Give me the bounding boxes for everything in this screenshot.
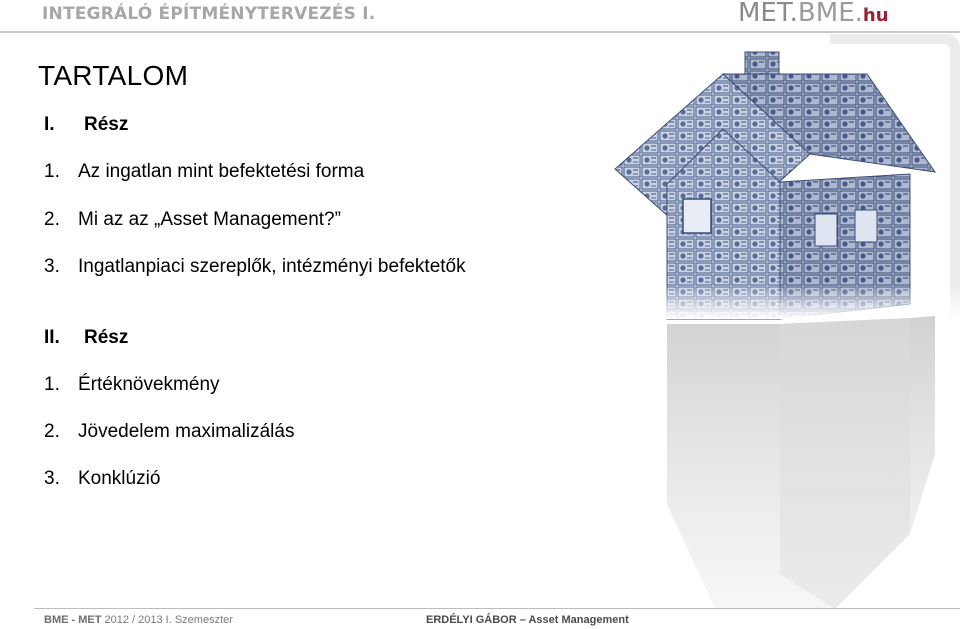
footer-author: ERDÉLYI GÁBOR – Asset Management [426,614,629,626]
footer-course [44,614,233,626]
page-title: TARTALOM [38,60,189,91]
toc-item [44,161,364,183]
toc-item-number: 1. [44,374,60,395]
toc-item-text: Jövedelem maximalizálás [78,421,295,442]
section-heading-2 [44,327,128,349]
footer-divider [34,608,960,609]
section-number: II. [44,327,60,348]
toc-item-number: 3. [44,468,60,489]
toc-item-number: 3. [44,256,60,277]
toc-item-text: Konklúzió [78,468,161,489]
toc-item-text: Ingatlanpiaci szereplők, intézményi befektetők [78,256,466,277]
toc-item-number: 2. [44,209,60,230]
toc-item-text: Mi az az „Asset Management?” [78,209,341,230]
logo-met: MET. [738,0,798,28]
toc-item [44,421,294,443]
logo-hu: hu [862,5,889,26]
toc-item-number: 2. [44,421,60,442]
section-heading-1 [44,114,128,136]
toc-item [44,256,466,278]
banknote-house-image [605,34,960,609]
section-label: Rész [84,114,129,135]
header-divider [0,31,960,33]
toc-item-text: Az ingatlan mint befektetési forma [78,161,365,182]
footer-org: BME - MET [44,614,102,626]
toc-item-text: Értéknövekmény [78,374,220,395]
logo-bme: BME. [797,0,863,28]
section-label: Rész [84,327,129,348]
toc-item-number: 1. [44,161,60,182]
footer-term: 2012 / 2013 I. Szemeszter [101,614,233,626]
header-title: INTEGRÁLÓ ÉPÍTMÉNYTERVEZÉS I. [42,4,376,24]
section-number: I. [44,114,55,135]
toc-item [44,468,160,490]
toc-item [44,374,220,396]
met-bme-logo [738,0,889,29]
toc-item [44,209,341,231]
